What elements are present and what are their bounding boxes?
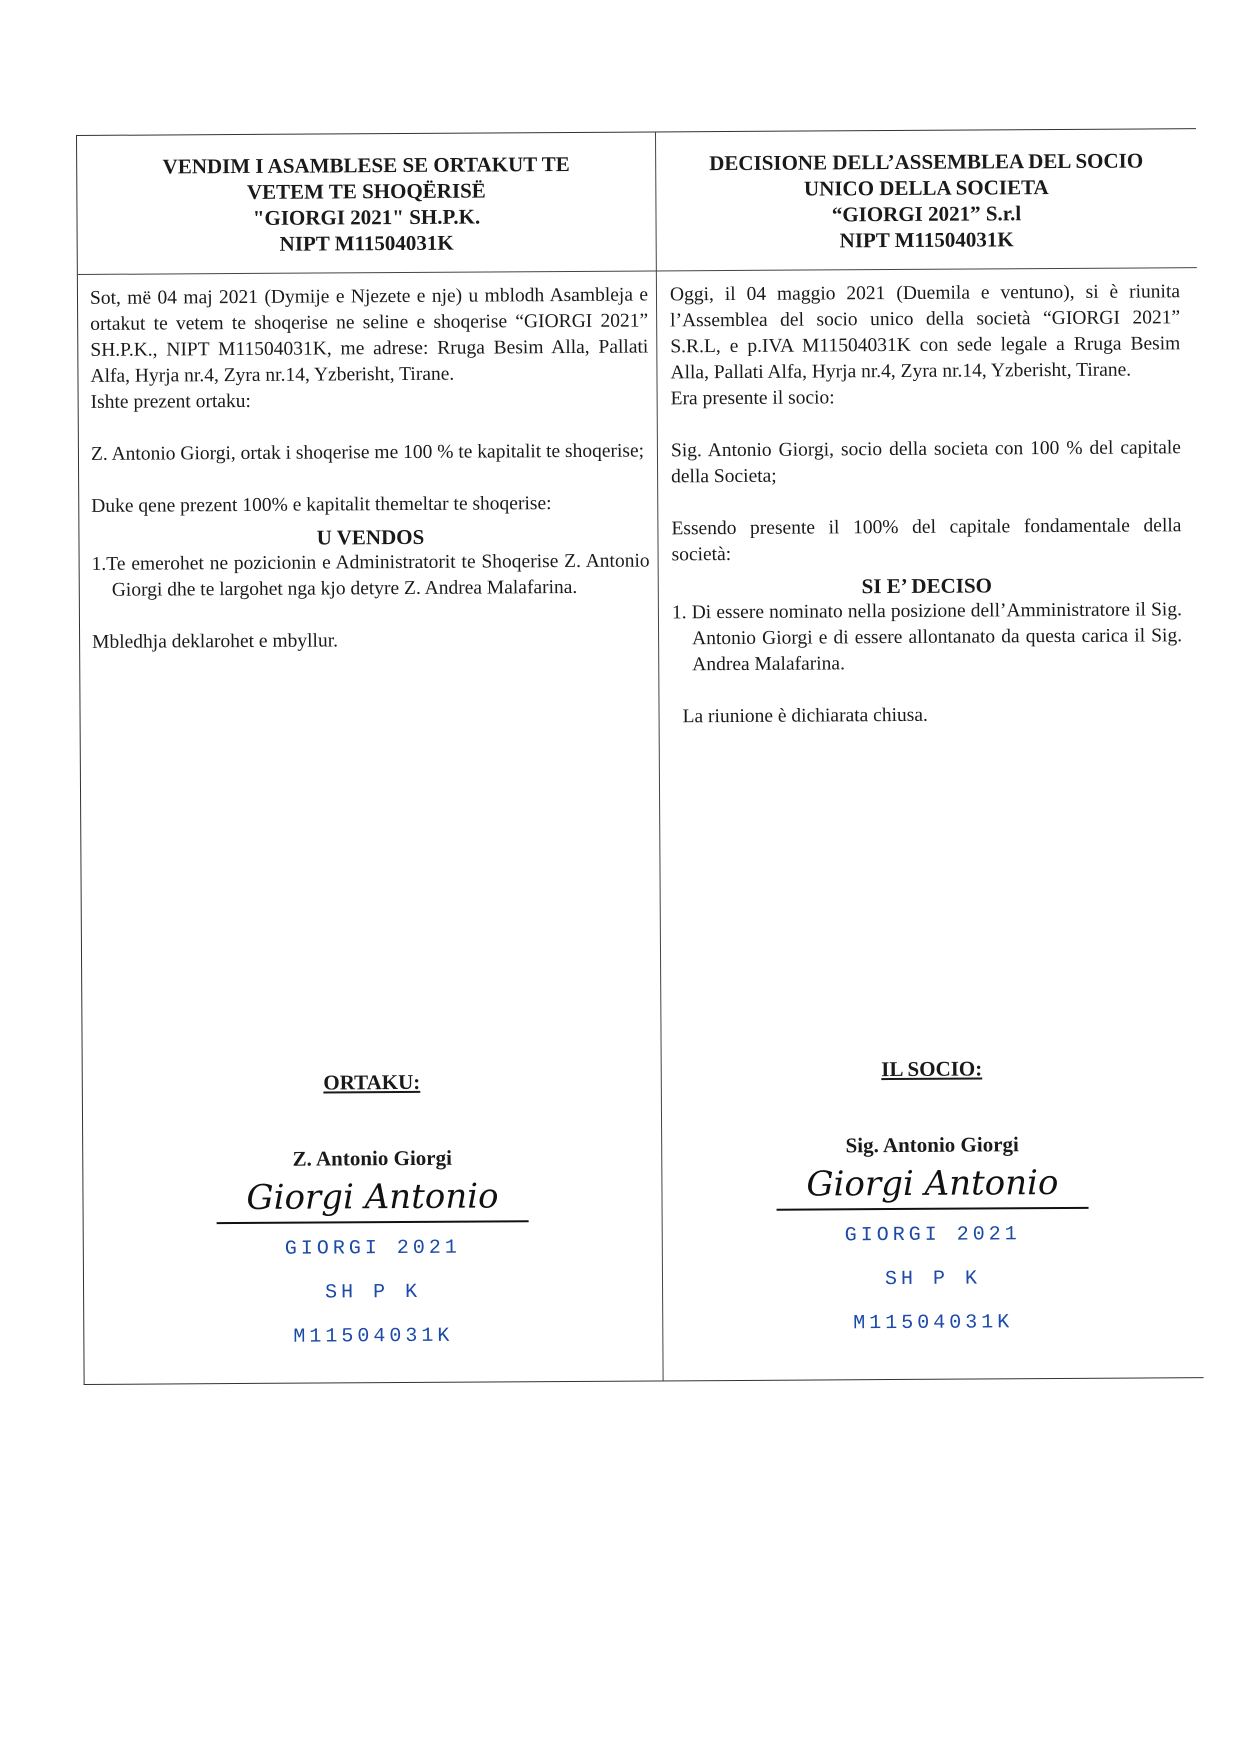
stamp-line: GIORGI 2021 bbox=[844, 1223, 1021, 1248]
decided-heading: U VENDOS bbox=[316, 524, 425, 550]
present-label: Era presente il socio: bbox=[670, 387, 835, 410]
albanian-signature-block bbox=[83, 1067, 663, 1361]
capital-paragraph: Essendo presente il 100% del capitale fondamentale della società: bbox=[671, 515, 1182, 566]
stamp-line: M11504031K bbox=[853, 1311, 1014, 1336]
capital-paragraph: Duke qene prezent 100% e kapitalit themeltar te shoqerise: bbox=[91, 493, 552, 517]
closing-statement: La riunione è dichiarata chiusa. bbox=[682, 704, 928, 728]
title-line: “GIORGI 2021” S.r.l bbox=[831, 201, 1022, 227]
stamp-line: SH P K bbox=[884, 1267, 982, 1292]
title-line: "GIORGI 2021" SH.P.K. bbox=[252, 204, 481, 230]
stamp-line: SH P K bbox=[324, 1280, 422, 1305]
title-line: UNICO DELLA SOCIETA bbox=[803, 175, 1049, 201]
stamp-line: M11504031K bbox=[293, 1324, 454, 1349]
title-line: VENDIM I ASAMBLESE SE ORTAKUT TE bbox=[162, 151, 570, 179]
handwritten-signature: Giorgi Antonio bbox=[216, 1174, 528, 1224]
italian-body bbox=[656, 279, 1201, 756]
decided-heading: SI E’ DECISO bbox=[861, 573, 992, 599]
signature-area bbox=[661, 1160, 1203, 1211]
handwritten-signature: Giorgi Antonio bbox=[776, 1161, 1088, 1211]
stamp-line: GIORGI 2021 bbox=[284, 1236, 461, 1261]
title-line: NIPT M11504031K bbox=[839, 227, 1014, 253]
bilingual-decision-table bbox=[76, 128, 1204, 1385]
decision-item: 1.Te emerohet ne pozicionin e Administratorit te Shoqerise Z. Antonio Giorgi dhe te largohet nga kjo detyre Z. Andrea Malafarina. bbox=[91, 550, 650, 601]
signatory-name: Z. Antonio Giorgi bbox=[292, 1145, 452, 1171]
company-stamp bbox=[84, 1225, 663, 1361]
partner-paragraph: Z. Antonio Giorgi, ortak i shoqerise me 100 % te kapitalit te shoqerise; bbox=[90, 440, 645, 465]
signature-title: ORTAKU: bbox=[323, 1069, 421, 1095]
title-line: DECISIONE DELL’ASSEMBLEA DEL SOCIO bbox=[709, 148, 1144, 176]
partner-paragraph: Sig. Antonio Giorgi, socio della societa con 100 % del capitale della Societa; bbox=[670, 437, 1181, 488]
intro-paragraph: Sot, më 04 maj 2021 (Dymije e Njezete e nje) u mblodh Asambleja e ortakut te vetem te shoqerise ne seline e shoqerise “GIORGI 2021” SH.P.K., NIPT M11504031K, me adrese: Rruga Besim Alla, Pallati Alfa, Hyrja nr.4, Zyra nr.14, Yzberisht, Tirane. bbox=[89, 284, 649, 387]
company-stamp bbox=[662, 1212, 1205, 1347]
decision-item: 1. Di essere nominato nella posizione dell’Amministratore il Sig. Antonio Giorgi e di essere allontanato da questa carica il Sig. Andrea Malafarina. bbox=[671, 599, 1183, 676]
title-line: NIPT M11504031K bbox=[279, 230, 454, 256]
title-line: VETEM TE SHOQËRISË bbox=[246, 178, 486, 204]
intro-paragraph: Oggi, il 04 maggio 2021 (Duemila e ventuno), si è riunita l’Assemblea del socio unico della società “GIORGI 2021” S.R.L, e p.IVA M11504031K con sede legale a Rruga Besim Alla, Pallati Alfa, Hyrja nr.4, Zyra nr.14, Yzberisht, Tirane. bbox=[669, 281, 1181, 384]
closing-statement: Mbledhja deklarohet e mbyllur. bbox=[92, 630, 339, 653]
italian-signature-block bbox=[661, 1054, 1205, 1347]
signature-area bbox=[83, 1173, 661, 1225]
albanian-body bbox=[78, 282, 658, 682]
present-label: Ishte prezent ortaku: bbox=[90, 390, 251, 413]
signatory-name: Sig. Antonio Giorgi bbox=[845, 1132, 1019, 1158]
albanian-title bbox=[77, 150, 656, 274]
italian-title bbox=[655, 147, 1198, 270]
signature-title: IL SOCIO: bbox=[881, 1056, 983, 1082]
